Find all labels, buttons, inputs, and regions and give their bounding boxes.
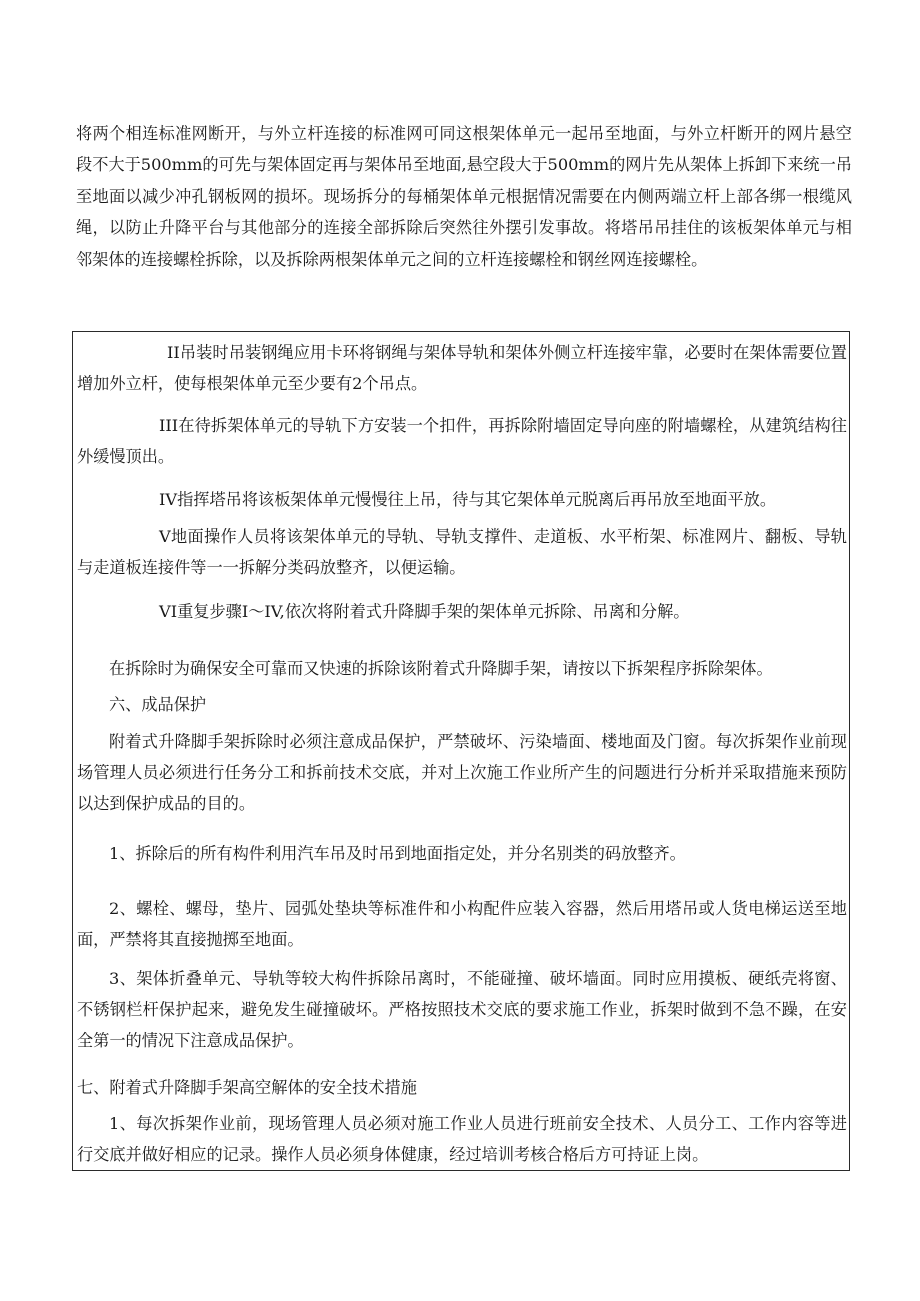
dismantle-intro-line: 在拆除时为确保安全可靠而又快速的拆除该附着式升降脚手架，请按以下拆架程序拆除架体。 <box>109 659 773 678</box>
top-paragraph: 将两个相连标准网断开，与外立杆连接的标准网可同这根架体单元一起吊至地面，与外立杆断开的网片悬空段不大于500mm的可先与架体固定再与架体吊至地面,悬空段大于500mm的网片先从架体上拆卸下来统一吊至地面以减少冲孔钢板网的损坏。现场拆分的每桶架体单元根据情况需要在内侧两端立杆上部各绑一根缆风绳，以防止升降平台与其他部分的连接全部拆除后突然往外摆引发事故。将塔吊吊挂住的该板架体单元与相邻架体的连接螺栓拆除，以及拆除两根架体单元之间的立杆连接螺栓和钢丝网连接螺栓。 <box>76 124 852 269</box>
section-6-item-1: 1、拆除后的所有构件利用汽车吊及时吊到地面指定处，并分名别类的码放整齐。 <box>109 844 686 863</box>
step-5-text: V地面操作人员将该架体单元的导轨、导轨支撑件、走道板、水平桁架、标准网片、翻板、导轨与走道板连接件等一一拆解分类码放整齐，以便运输。 <box>77 527 847 577</box>
section-7-heading: 七、附着式升降脚手架高空解体的安全技术措施 <box>77 1078 417 1097</box>
section-7-item-1: 1、每次拆架作业前，现场管理人员必须对施工作业人员进行班前安全技术、人员分工、工作内容等进行交底并做好相应的记录。操作人员必须身体健康，经过培训考核合格后方可持证上岗。 <box>77 1114 847 1164</box>
content-table-cell <box>72 331 850 1171</box>
step-6-text: VI重复步骤I～IV,依次将附着式升降脚手架的架体单元拆除、吊离和分解。 <box>159 602 690 621</box>
section-6-item-3: 3、架体折叠单元、导轨等较大构件拆除吊离时，不能碰撞、破坏墙面。同时应用摸板、硬纸壳将窗、不锈钢栏杆保护起来，避免发生碰撞破坏。严格按照技术交底的要求施工作业，拆架时做到不急不躁，在安全第一的情况下注意成品保护。 <box>77 969 847 1050</box>
section-6-heading: 六、成品保护 <box>109 695 207 714</box>
step-3-text: III在待拆架体单元的导轨下方安装一个扣件，再拆除附墙固定导向座的附墙螺栓，从建筑结构往外缓慢顶出。 <box>77 416 847 466</box>
step-4-text: IV指挥塔吊将该板架体单元慢慢往上吊，待与其它架体单元脱离后再吊放至地面平放。 <box>159 490 777 509</box>
step-2-text: II吊装时吊装钢绳应用卡环将钢绳与架体导轨和架体外侧立杆连接牢靠，必要时在架体需要位置增加外立杆，使每根架体单元至少要有2个吊点。 <box>77 343 847 393</box>
section-6-paragraph: 附着式升降脚手架拆除时必须注意成品保护，严禁破坏、污染墙面、楼地面及门窗。每次拆架作业前现场管理人员必须进行任务分工和拆前技术交底，并对上次施工作业所产生的问题进行分析并采取措施来预防以达到保护成品的目的。 <box>77 732 847 813</box>
section-6-item-2: 2、螺栓、螺母，垫片、园弧处垫块等标准件和小构配件应装入容器，然后用塔吊或人货电梯运送至地面，严禁将其直接抛掷至地面。 <box>77 899 847 949</box>
